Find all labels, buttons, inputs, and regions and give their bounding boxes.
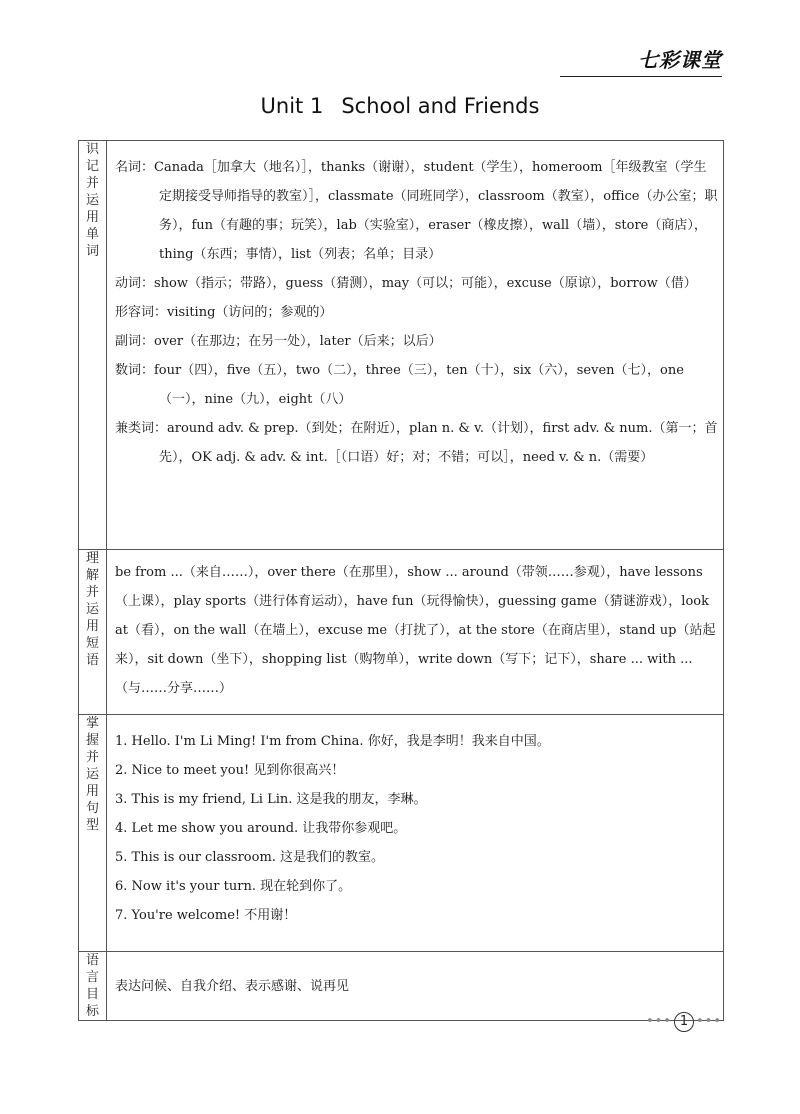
multi-class-entry: 兼类词：around adv. & prep.（到处；在附近），plan n. & v.（计划），first adv. & num.（第一；首先），OK adj. & adv. & int.［（口语）好；对；不错；可以］，need v. & n.（需要） — [115, 421, 718, 465]
unit-name: School and Friends — [341, 94, 540, 118]
table-row — [79, 952, 724, 1021]
sentence-item: 6. Now it's your turn. 现在轮到你了。 — [115, 879, 352, 894]
page-dots-right: ••• — [695, 1014, 722, 1029]
verbs-entry: 动词：show（指示；带路），guess（猜测），may（可以；可能），excuse（原谅），borrow（借） — [115, 276, 697, 291]
adverbs-entry: 副词：over（在那边；在另一处），later（后来；以后） — [115, 334, 442, 349]
nouns-entry: 名词：Canada［加拿大（地名）］，thanks（谢谢），student（学生），homeroom［年级教室（学生定期接受导师指导的教室）］，classmate（同班同学），classroom（教室），office（办公室；职务），fun（有趣的事；玩笑），lab（实验室），eraser（橡皮擦），wall（墙），store（商店），thing（东西；事情），list（列表；名单；目录） — [115, 160, 718, 262]
table-row — [79, 550, 724, 715]
page-title — [0, 94, 800, 118]
sentences-content — [107, 715, 724, 952]
sentence-item: 1. Hello. I'm Li Ming! I'm from China. 你好，我是李明！我来自中国。 — [115, 734, 550, 749]
sentence-item: 5. This is our classroom. 这是我们的教室。 — [115, 850, 385, 865]
sentence-item: 2. Nice to meet you! 见到你很高兴！ — [115, 763, 345, 778]
words-content — [107, 141, 724, 550]
section-label-sentences: 掌握并运用句型 — [79, 715, 107, 952]
unit-number: Unit 1 — [260, 94, 324, 118]
page-dots-left: ••• — [645, 1014, 672, 1029]
header-rule — [560, 76, 722, 77]
brand-logo: 七彩课堂 — [638, 48, 722, 72]
table-row — [79, 715, 724, 952]
sentence-item: 7. You're welcome! 不用谢！ — [115, 908, 297, 923]
adjectives-entry: 形容词：visiting（访问的；参观的） — [115, 305, 333, 320]
page-number — [646, 1012, 722, 1032]
section-label-goals: 语言目标 — [79, 952, 107, 1021]
section-label-phrases: 理解并运用短语 — [79, 550, 107, 715]
sentence-item: 4. Let me show you around. 让我带你参观吧。 — [115, 821, 407, 836]
table-row — [79, 141, 724, 550]
sentence-item: 3. This is my friend, Li Lin. 这是我的朋友，李琳。 — [115, 792, 427, 807]
vocabulary-table — [78, 140, 724, 1021]
section-label-words: 识记并运用单词 — [79, 141, 107, 550]
numerals-entry: 数词：four（四），five（五），two（二），three（三），ten（十），six（六），seven（七），one（一），nine（九），eight（八） — [115, 363, 684, 407]
phrases-content: be from ...（来自……），over there（在那里），show ... around（带领……参观），have lessons（上课），play sports（进行体育运动），have fun（玩得愉快），guessing game（猜谜游戏），look at（看），on the wall（在墙上），excuse me（打扰了），at the store（在商店里），stand up（站起来），sit down（坐下），shopping list（购物单），write down（写下；记下），share ... with ...（与……分享……） — [107, 550, 724, 715]
goals-content: 表达问候、自我介绍、表示感谢、说再见 — [107, 952, 724, 1021]
page-number-value: 1 — [674, 1012, 694, 1032]
